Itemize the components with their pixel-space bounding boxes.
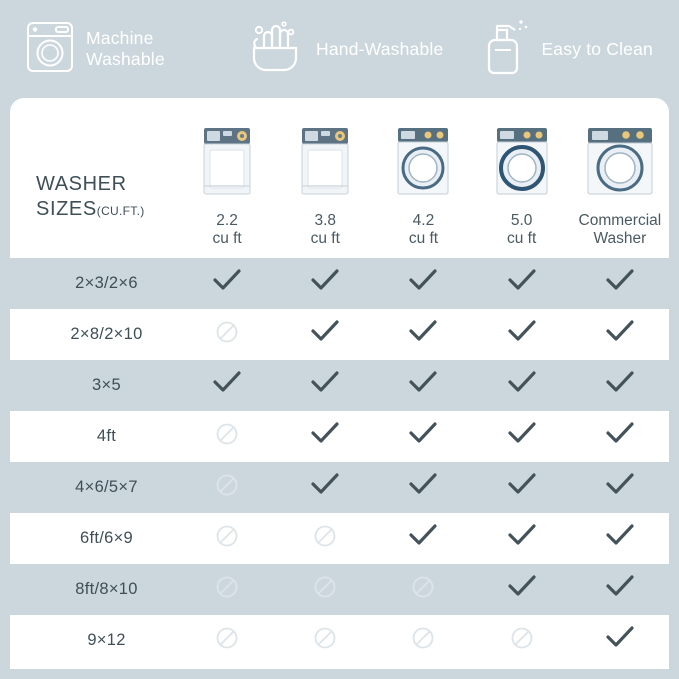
cell-incompatible: [178, 513, 276, 564]
check-icon: [507, 524, 537, 553]
column-header-2: [374, 98, 472, 258]
cell-compatible: [473, 462, 571, 513]
check-icon: [507, 473, 537, 502]
table-row: [10, 513, 669, 564]
cell-compatible: [276, 360, 374, 411]
row-size-label: 2×8/2×10: [70, 325, 143, 343]
check-icon: [310, 269, 340, 298]
cell-incompatible: [178, 411, 276, 462]
cell-incompatible: [473, 615, 571, 666]
cell-compatible: [374, 258, 472, 309]
commercial-washer-icon: [578, 120, 662, 203]
check-icon: [605, 269, 635, 298]
not-allowed-icon: [215, 575, 239, 604]
row-size-label: 9×12: [87, 631, 126, 649]
not-allowed-icon: [411, 626, 435, 655]
not-allowed-icon: [215, 422, 239, 451]
check-icon: [408, 320, 438, 349]
cell-incompatible: [178, 615, 276, 666]
table-title: [10, 98, 178, 258]
check-icon: [507, 575, 537, 604]
table-row: [10, 564, 669, 615]
cell-compatible: [571, 564, 669, 615]
cell-compatible: [473, 309, 571, 360]
check-icon: [408, 473, 438, 502]
feature-hand-washable: [244, 18, 443, 81]
feature-easy-to-clean-label: Easy to Clean: [541, 38, 653, 59]
cell-compatible: [276, 258, 374, 309]
column-header-1: [276, 98, 374, 258]
column-header-4-line2: Washer: [593, 230, 647, 247]
feature-machine-washable-label: Machine Washable: [86, 28, 165, 69]
spray-bottle-icon: [481, 16, 531, 83]
column-header-4: [571, 98, 669, 258]
column-header-3-line2: cu ft: [507, 230, 537, 247]
cell-compatible: [571, 615, 669, 666]
feature-machine-washable: [24, 19, 206, 80]
cell-compatible: [374, 513, 472, 564]
not-allowed-icon: [215, 626, 239, 655]
check-icon: [310, 320, 340, 349]
cell-incompatible: [276, 564, 374, 615]
feature-hand-washable-label: Hand-Washable: [316, 38, 444, 59]
column-header-4-line1: Commercial: [578, 212, 662, 229]
cell-incompatible: [178, 564, 276, 615]
cell-compatible: [374, 462, 472, 513]
check-icon: [310, 422, 340, 451]
cell-compatible: [571, 411, 669, 462]
cell-compatible: [571, 462, 669, 513]
front-load-washer-icon: [388, 120, 458, 203]
cell-incompatible: [276, 513, 374, 564]
check-icon: [507, 269, 537, 298]
column-header-3: [473, 98, 571, 258]
washer-size-table-card: [10, 98, 669, 669]
table-row: [10, 411, 669, 462]
cell-incompatible: [374, 564, 472, 615]
check-icon: [605, 422, 635, 451]
cell-compatible: [571, 360, 669, 411]
cell-compatible: [473, 411, 571, 462]
cell-compatible: [571, 513, 669, 564]
table-title-line1: WASHER: [36, 173, 127, 195]
column-header-1-line1: 3.8: [314, 212, 337, 229]
cell-incompatible: [374, 615, 472, 666]
check-icon: [310, 371, 340, 400]
not-allowed-icon: [215, 320, 239, 349]
check-icon: [605, 473, 635, 502]
cell-compatible: [571, 309, 669, 360]
column-header-0: [178, 98, 276, 258]
table-row: [10, 309, 669, 360]
not-allowed-icon: [313, 626, 337, 655]
cell-compatible: [374, 309, 472, 360]
cell-compatible: [178, 258, 276, 309]
check-icon: [212, 371, 242, 400]
not-allowed-icon: [313, 524, 337, 553]
table-title-unit: (CU.FT.): [96, 204, 145, 218]
table-row: [10, 615, 669, 666]
check-icon: [408, 524, 438, 553]
row-size-label: 8ft/8×10: [10, 564, 178, 615]
check-icon: [408, 371, 438, 400]
row-size-label: 6ft/6×9: [79, 529, 134, 547]
check-icon: [310, 473, 340, 502]
check-icon: [605, 320, 635, 349]
check-icon: [408, 422, 438, 451]
feature-strip: [0, 0, 679, 98]
cell-compatible: [374, 360, 472, 411]
cell-compatible: [473, 513, 571, 564]
cell-incompatible: [276, 615, 374, 666]
column-header-3-line1: 5.0: [510, 212, 533, 229]
cell-compatible: [571, 258, 669, 309]
cell-compatible: [473, 360, 571, 411]
washer-size-table-body: [10, 258, 669, 666]
feature-easy-to-clean: [481, 16, 653, 83]
row-size-label: 4×6/5×7: [10, 462, 178, 513]
hand-wash-icon: [244, 18, 306, 81]
cell-compatible: [276, 309, 374, 360]
check-icon: [212, 269, 242, 298]
cell-compatible: [276, 411, 374, 462]
cell-compatible: [473, 258, 571, 309]
top-load-washer-icon: [290, 120, 360, 203]
not-allowed-icon: [215, 473, 239, 502]
column-header-2-line1: 4.2: [412, 212, 435, 229]
table-row: [10, 462, 669, 513]
front-load-washer-icon: [487, 120, 557, 203]
check-icon: [605, 575, 635, 604]
cell-compatible: [178, 360, 276, 411]
not-allowed-icon: [313, 575, 337, 604]
column-header-0-line1: 2.2: [216, 212, 238, 229]
table-header-row: [10, 98, 669, 258]
washer-size-table: [10, 98, 669, 258]
table-row: [10, 258, 669, 309]
check-icon: [507, 320, 537, 349]
not-allowed-icon: [510, 626, 534, 655]
cell-compatible: [473, 564, 571, 615]
row-size-label: 4ft: [96, 427, 117, 445]
not-allowed-icon: [215, 524, 239, 553]
check-icon: [605, 626, 635, 655]
column-header-1-line2: cu ft: [310, 230, 340, 247]
check-icon: [507, 371, 537, 400]
check-icon: [507, 422, 537, 451]
row-size-label: 2×3/2×6: [10, 258, 178, 309]
cell-compatible: [374, 411, 472, 462]
cell-incompatible: [178, 462, 276, 513]
column-header-0-line2: cu ft: [212, 230, 242, 247]
top-load-washer-icon: [192, 120, 262, 203]
check-icon: [605, 524, 635, 553]
table-title-line2: SIZES: [36, 198, 97, 220]
cell-compatible: [276, 462, 374, 513]
column-header-2-line2: cu ft: [408, 230, 439, 247]
not-allowed-icon: [411, 575, 435, 604]
row-size-label: 3×5: [10, 360, 178, 411]
check-icon: [605, 371, 635, 400]
check-icon: [408, 269, 438, 298]
cell-incompatible: [178, 309, 276, 360]
table-row: [10, 360, 669, 411]
washing-machine-icon: [24, 19, 76, 80]
